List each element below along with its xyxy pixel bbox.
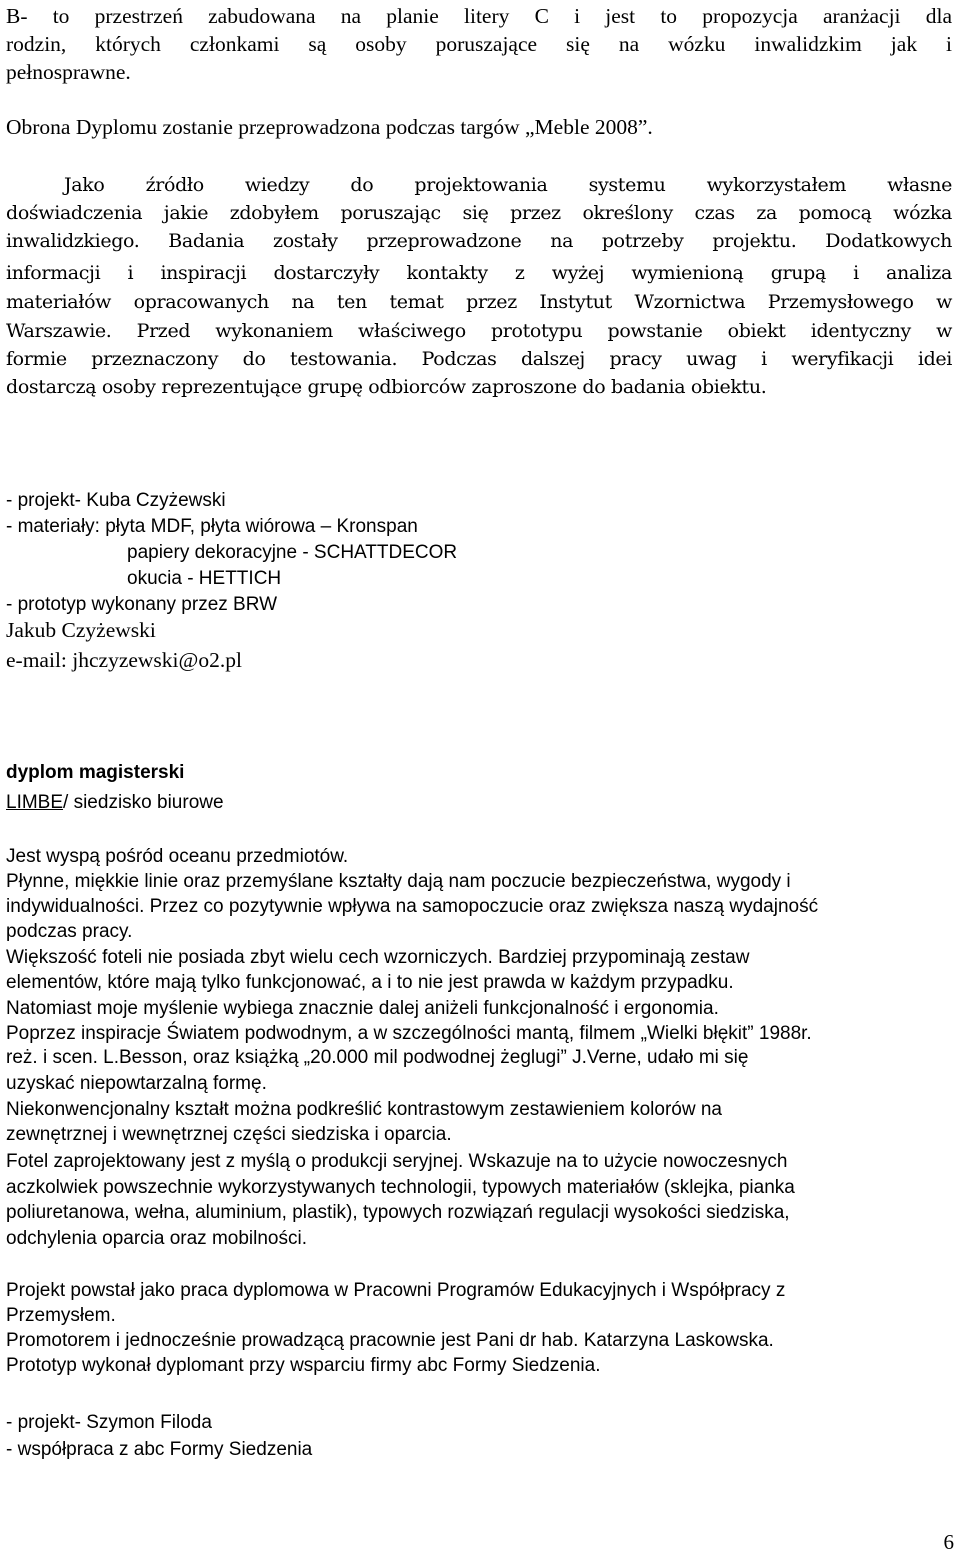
credit-line: - projekt- Szymon Filoda [6, 1412, 212, 1433]
body-line: Prototyp wykonał dyplomant przy wsparciu firmy abc Formy Siedzenia. [6, 1355, 601, 1376]
body-line: elementów, które mają tylko funkcjonować, a i to nie jest prawda w każdym przypadku. [6, 972, 734, 993]
source-line: Jako źródło wiedzy do projektowania systemu wykorzystałem własne [64, 174, 952, 196]
author-name: Jakub Czyżewski [6, 618, 156, 642]
body-line: Projekt powstał jako praca dyplomowa w Pracowni Programów Edukacyjnych i Współpracy z [6, 1280, 786, 1301]
source-line: doświadczenia jakie zdobyłem poruszając się przez określony czas za pomocą wózka [6, 202, 952, 224]
section-heading: dyplom magisterski [6, 762, 185, 783]
body-line: Większość foteli nie posiada zbyt wielu cech wzorniczych. Bardziej przypominają zestaw [6, 947, 750, 968]
source-line: inwalidzkiego. Badania zostały przeprowadzone na potrzeby projektu. Dodatkowych [6, 230, 952, 252]
source-line: formie przeznaczony do testowania. Podczas dalszej pracy uwag i weryfikacji idei [6, 348, 952, 370]
body-line: Promotorem i jednocześnie prowadzącą pracownie jest Pani dr hab. Katarzyna Laskowska. [6, 1330, 774, 1351]
body-line: Niekonwencjonalny kształt można podkreślić kontrastowym zestawieniem kolorów na [6, 1099, 722, 1120]
intro-line: pełnosprawne. [6, 60, 131, 84]
credit-papiery: papiery dekoracyjne - SCHATTDECOR [127, 542, 458, 563]
credit-prototyp: - prototyp wykonany przez BRW [6, 594, 278, 615]
product-title [6, 792, 224, 814]
body-line: aczkolwiek powszechnie wykorzystywanych technologii, typowych materiałów (sklejka, pianka [6, 1177, 795, 1198]
credit-projekt: - projekt- Kuba Czyżewski [6, 490, 226, 511]
body-line: uzyskać niepowtarzalną formę. [6, 1073, 267, 1094]
source-line: dostarczą osoby reprezentujące grupę odbiorców zaproszone do badania obiektu. [6, 376, 767, 398]
body-line: Poprzez inspiracje Światem podwodnym, a w szczególności mantą, filmem „Wielki błękit” 1988r. [6, 1023, 812, 1044]
body-line: Natomiast moje myślenie wybiega znacznie dalej aniżeli funkcjonalność i ergonomia. [6, 998, 719, 1019]
credit-line: - współpraca z abc Formy Siedzenia [6, 1439, 313, 1460]
product-subtitle: / siedzisko biurowe [63, 792, 224, 813]
credit-okucia: okucia - HETTICH [127, 568, 282, 589]
product-name: LIMBE [6, 792, 64, 813]
body-line: poliuretanowa, wełna, aluminium, plastik), typowych rozwiązań regulacji wysokości siedziska, [6, 1202, 790, 1223]
intro-line: B- to przestrzeń zabudowana na planie litery C i jest to propozycja aranżacji dla [6, 4, 952, 28]
body-line: Fotel zaprojektowany jest z myślą o produkcji seryjnej. Wskazuje na to użycie nowoczesnych [6, 1151, 788, 1172]
source-line: Warszawie. Przed wykonaniem właściwego prototypu powstanie obiekt identyczny w [6, 320, 952, 342]
source-line: materiałów opracowanych na ten temat przez Instytut Wzornictwa Przemysłowego w [6, 291, 952, 313]
intro-line: rodzin, których członkami są osoby poruszające się na wózku inwalidzkim jak i [6, 32, 952, 56]
author-email: e-mail: jhczyzewski@o2.pl [6, 648, 242, 672]
body-line: Jest wyspą pośród oceanu przedmiotów. [6, 846, 349, 867]
body-line: odchylenia oparcia oraz mobilności. [6, 1228, 307, 1249]
source-line: informacji i inspiracji dostarczyły kontakty z wyżej wymienioną grupą i analiza [6, 262, 952, 284]
body-line: Przemysłem. [6, 1305, 116, 1326]
obrona-line: Obrona Dyplomu zostanie przeprowadzona podczas targów „Meble 2008”. [6, 115, 653, 139]
body-line: Płynne, miękkie linie oraz przemyślane kształty dają nam poczucie bezpieczeństwa, wygody i [6, 871, 791, 892]
body-line: zewnętrznej i wewnętrznej części siedziska i oparcia. [6, 1124, 452, 1145]
page-number: 6 [943, 1530, 954, 1554]
body-line: reż. i scen. L.Besson, oraz książką „20.000 mil podwodnej żeglugi” J.Verne, udało mi się [6, 1047, 749, 1068]
body-line: podczas pracy. [6, 921, 133, 942]
body-line: indywidualności. Przez co pozytywnie wpływa na samopoczucie oraz zwiększa naszą wydajność [6, 896, 819, 917]
credit-materialy: - materiały: płyta MDF, płyta wiórowa – Kronspan [6, 516, 418, 537]
